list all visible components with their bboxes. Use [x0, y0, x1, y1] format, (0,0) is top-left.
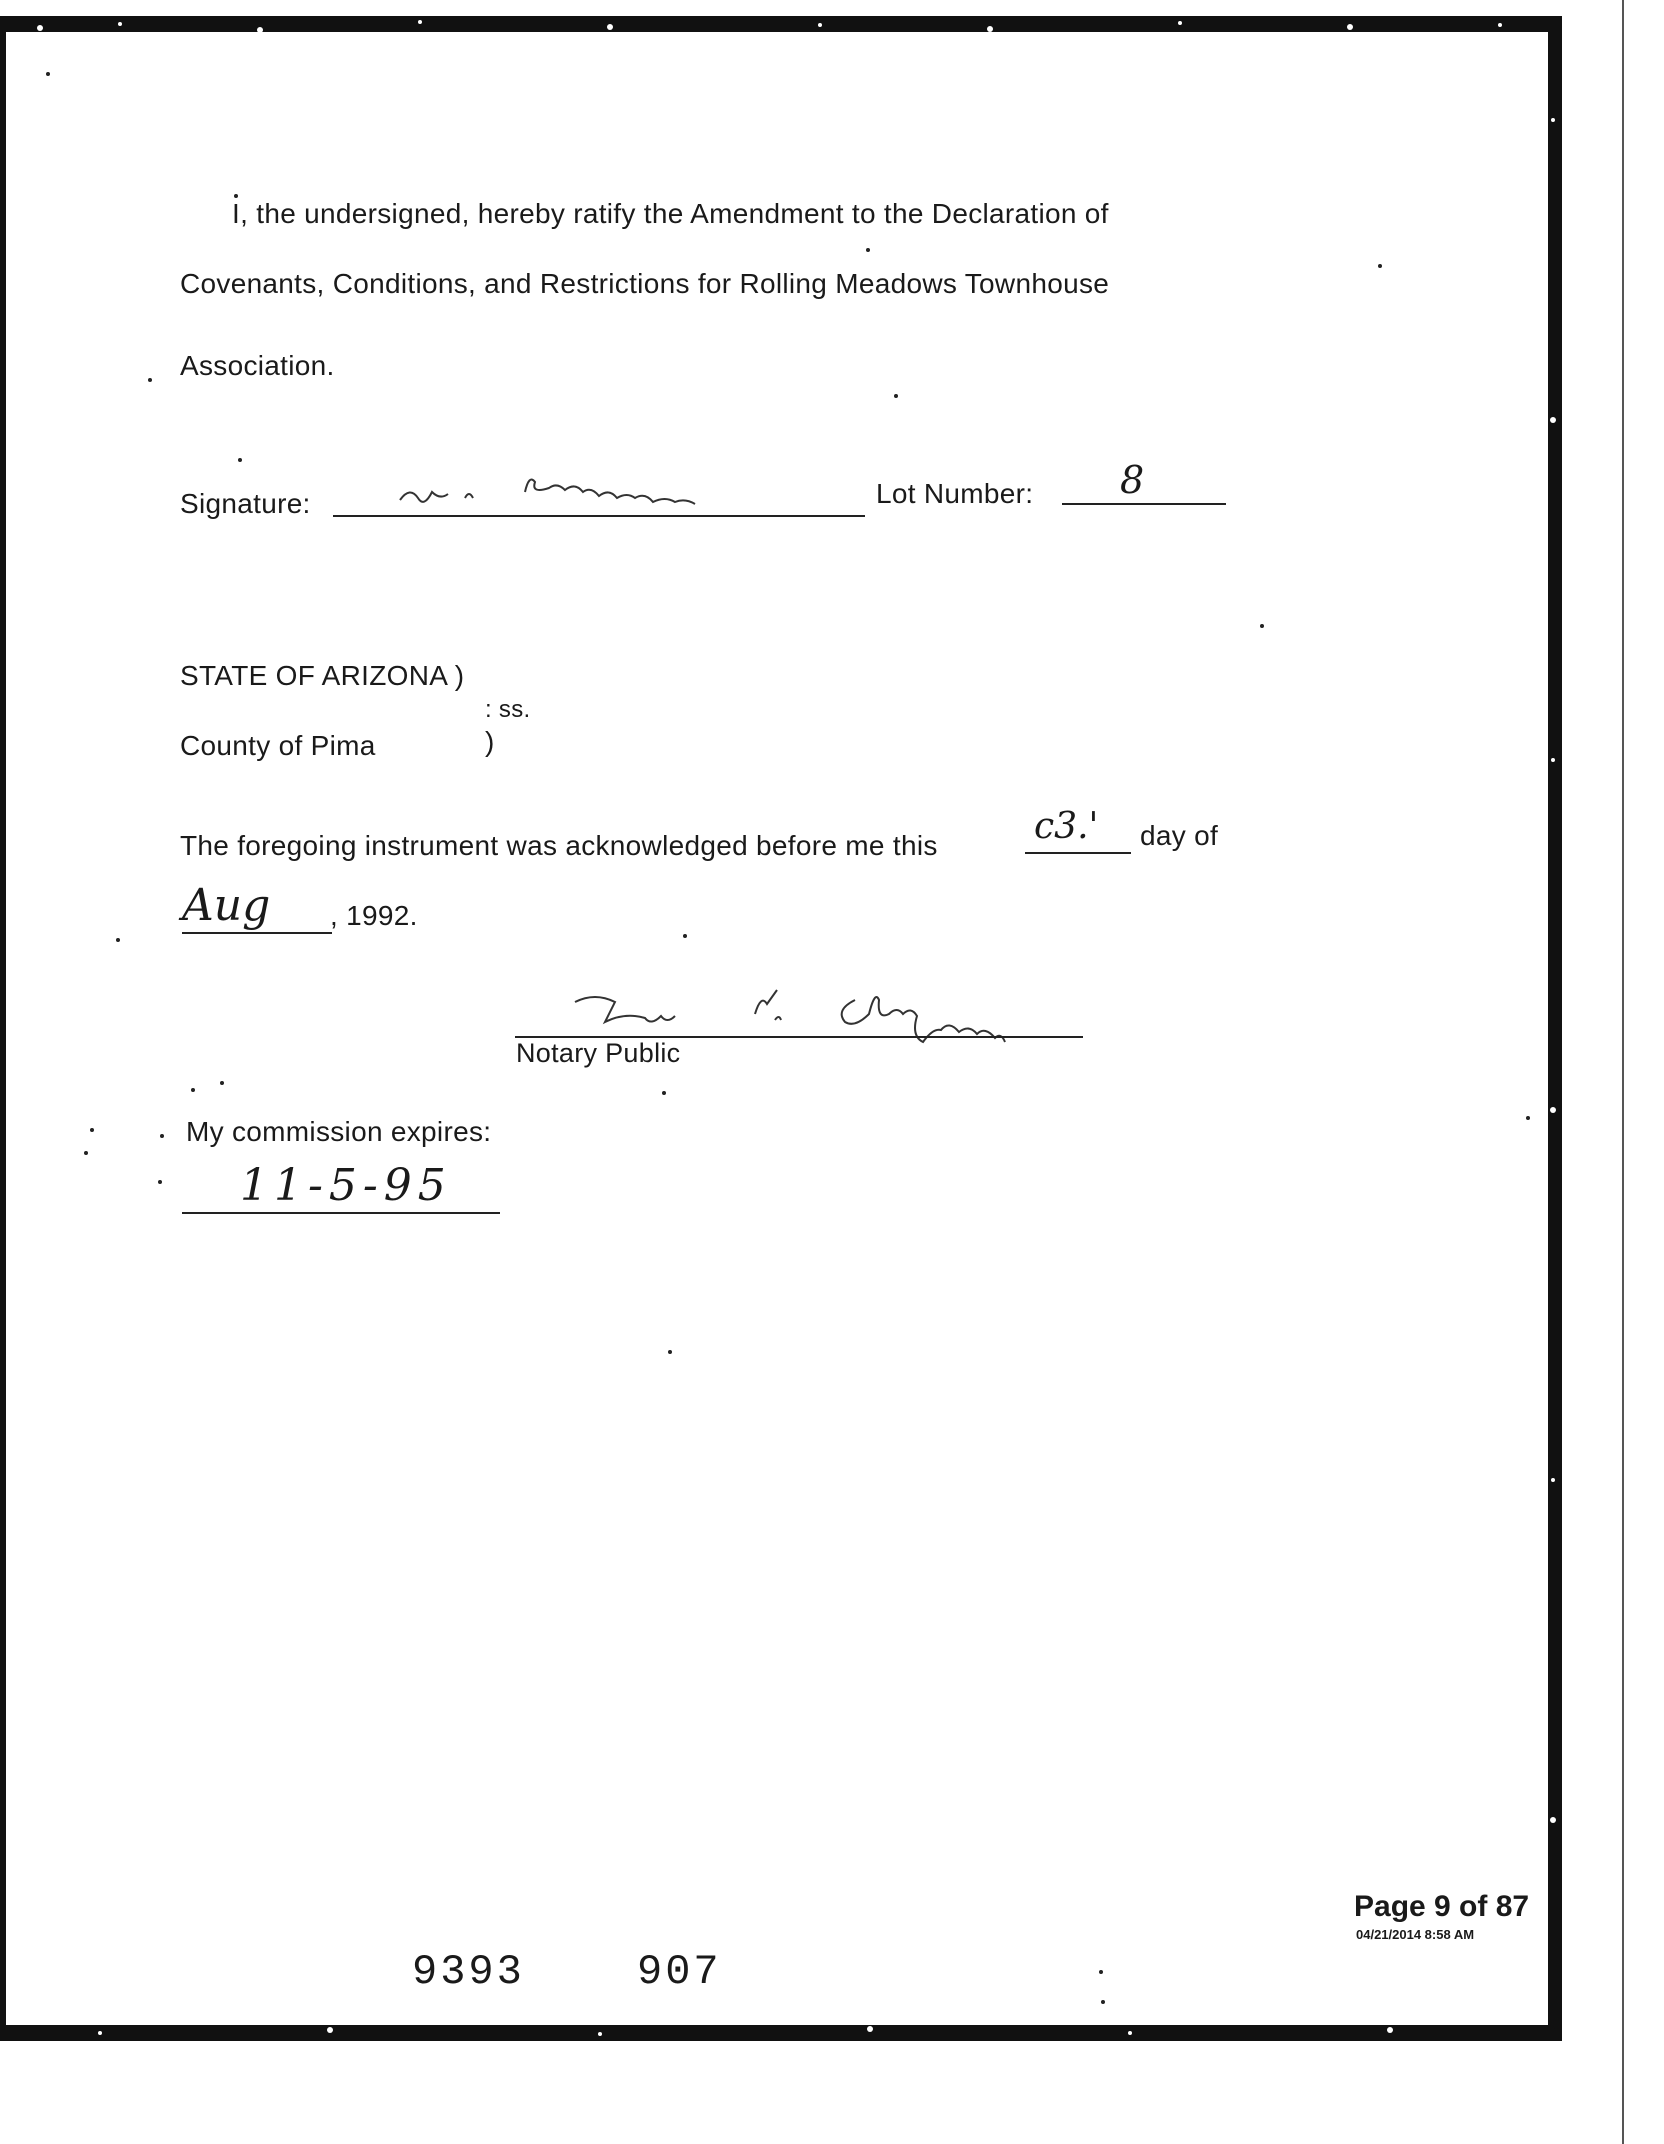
county-label: County of Pima: [180, 730, 376, 761]
ack-day-of-label: day of: [1140, 820, 1219, 851]
ack-month-line: [182, 932, 332, 934]
signature-line: [333, 515, 865, 517]
state-label: STATE OF ARIZONA ): [180, 660, 465, 691]
lot-number-label: Lot Number:: [876, 478, 1034, 509]
ack-month-value: Aug: [182, 880, 271, 931]
acknowledgement-text: The foregoing instrument was acknowledged before me this: [180, 830, 938, 861]
ack-day-value: c3.': [1034, 806, 1099, 847]
ack-year: , 1992.: [330, 900, 418, 931]
page-edge-rule: [1622, 0, 1624, 2144]
page-number: Page 9 of 87: [1354, 1890, 1530, 1923]
ratify-line-3: Association.: [180, 350, 335, 381]
document-number-right: 907: [637, 1948, 722, 1996]
lot-number-value: 8: [1120, 458, 1145, 502]
ratify-line-2: Covenants, Conditions, and Restrictions for Rolling Meadows Townhouse: [180, 268, 1110, 299]
county-paren: ): [485, 726, 495, 757]
signature-scribble: [395, 462, 865, 514]
lot-number-line: [1062, 503, 1226, 505]
commission-line: [182, 1212, 500, 1214]
commission-label: My commission expires:: [186, 1116, 492, 1147]
signature-label: Signature:: [180, 488, 311, 519]
commission-value: 11-5-95: [240, 1160, 452, 1211]
notary-label: Notary Public: [516, 1038, 681, 1068]
document-number-left: 9393: [412, 1948, 525, 1996]
print-timestamp: 04/21/2014 8:58 AM: [1356, 1927, 1475, 1942]
ack-day-line: [1025, 852, 1131, 854]
ss-label: : ss.: [485, 696, 531, 723]
ratify-line-1: I, the undersigned, hereby ratify the Amendment to the Declaration of: [232, 198, 1109, 229]
